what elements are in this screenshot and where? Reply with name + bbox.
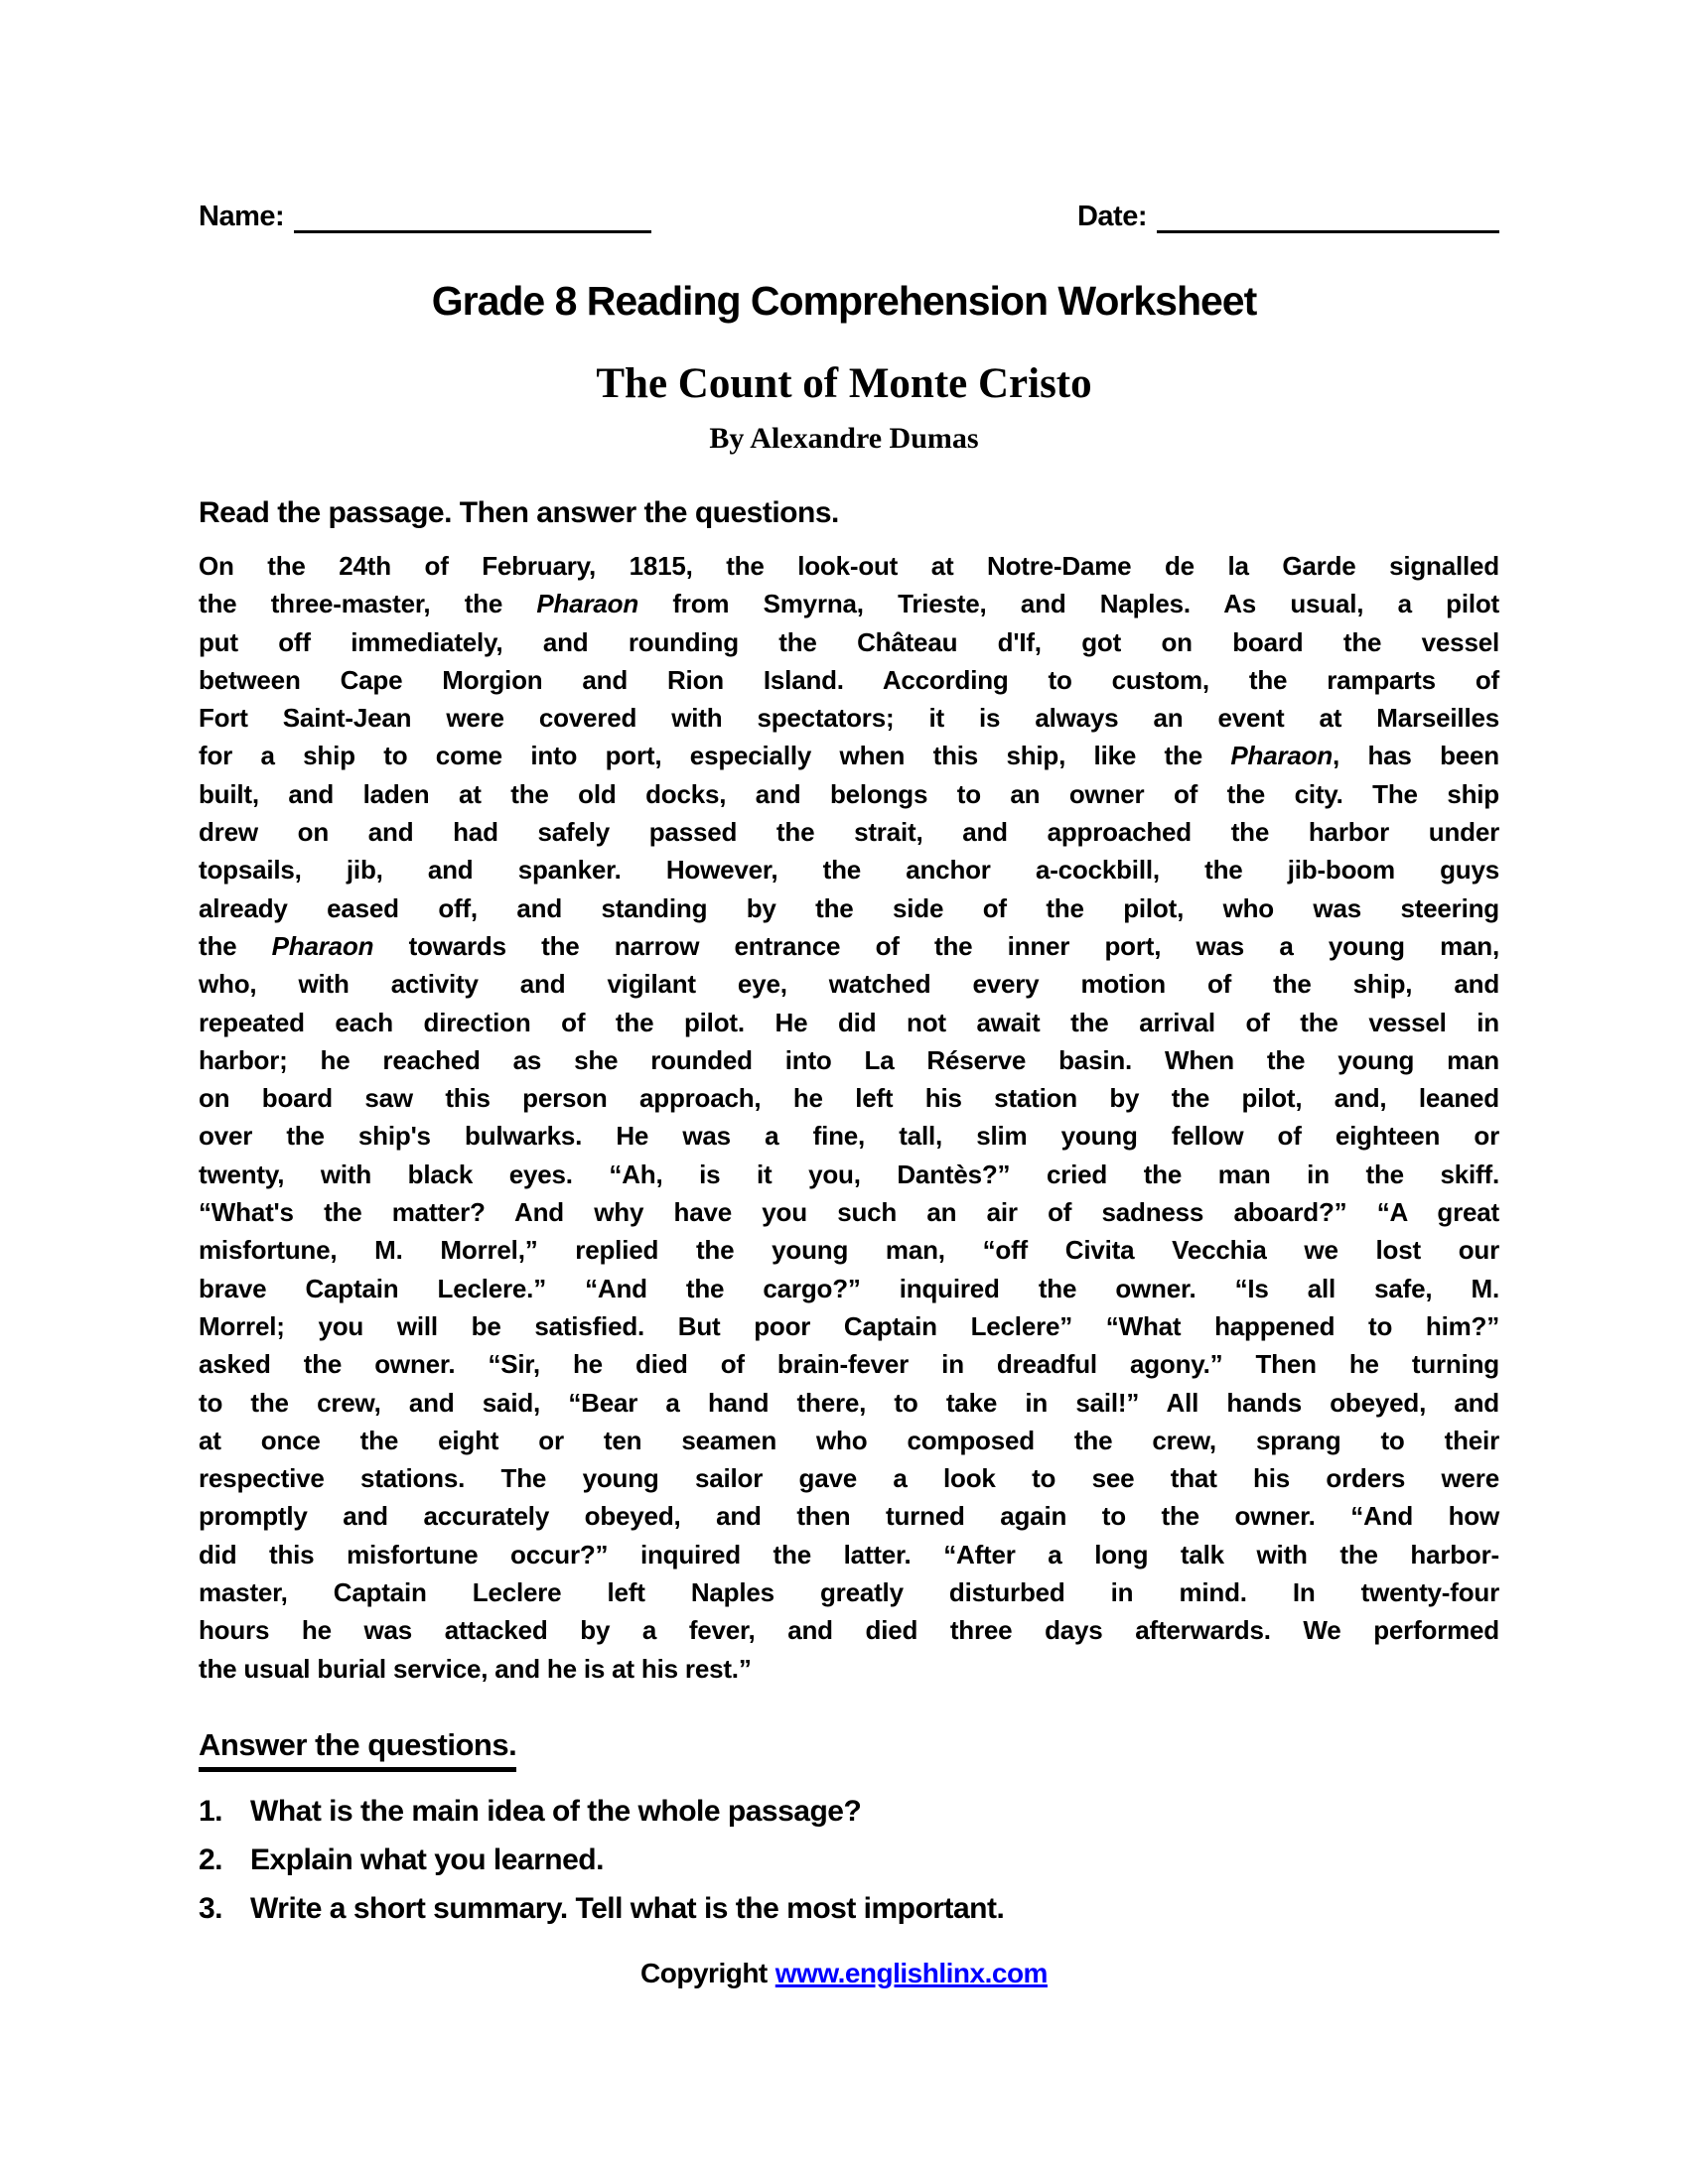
passage-line <box>199 1156 1499 1193</box>
passage-text-segment: brave Captain Leclere.” “And the cargo?” inquired the owner. “Is all safe, M. <box>199 1273 1499 1303</box>
passage-line <box>199 889 1499 927</box>
passage-text-segment: to the crew, and said, “Bear a hand there, to take in sail!” All hands obeyed, and <box>199 1387 1499 1418</box>
passage-line <box>199 1384 1499 1422</box>
passage-text-segment: harbor; he reached as she rounded into La Réserve basin. When the young man <box>199 1044 1499 1075</box>
passage-line <box>199 775 1499 813</box>
passage-line <box>199 661 1499 699</box>
passage-text-segment: , has been <box>1333 741 1499 771</box>
passage-line <box>199 1459 1499 1497</box>
passage-text-segment: over the ship's bulwarks. He was a fine, tall, slim young fellow of eighteen or <box>199 1121 1499 1152</box>
passage-text-segment: promptly and accurately obeyed, and then turned again to the owner. “And how <box>199 1501 1499 1532</box>
name-blank-line <box>294 201 651 233</box>
passage-line <box>199 1270 1499 1307</box>
passage-text-segment: the <box>199 930 272 961</box>
question-row-3 <box>199 1892 1499 1926</box>
passage-line <box>199 851 1499 888</box>
passage-line <box>199 1193 1499 1231</box>
passage-text-segment: for a ship to come into port, especially when this ship, like the <box>199 741 1231 771</box>
passage-text-segment: twenty, with black eyes. “Ah, is it you, Dantès?” cried the man in the skiff. <box>199 1159 1499 1189</box>
passage-text-segment: Fort Saint-Jean were covered with spectators; it is always an event at Marseilles <box>199 703 1499 734</box>
passage <box>199 547 1499 1688</box>
passage-title: The Count of Monte Cristo <box>596 360 1092 407</box>
passage-line <box>199 1079 1499 1117</box>
question-number: 3. <box>199 1892 223 1925</box>
footer <box>0 1958 1688 1989</box>
passage-text-segment: did this misfortune occur?” inquired the latter. “After a long talk with the harbor- <box>199 1539 1499 1570</box>
passage-line <box>199 1004 1499 1041</box>
passage-line <box>199 547 1499 585</box>
passage-italic-word: Pharaon <box>271 930 374 961</box>
passage-line <box>199 1573 1499 1611</box>
passage-text-segment: who, with activity and vigilant eye, watched every motion of the ship, and <box>199 969 1499 1000</box>
date-blank-line <box>1157 201 1499 233</box>
passage-text-segment: at once the eight or ten seamen who composed the crew, sprang to their <box>199 1425 1499 1455</box>
passage-text-segment: hours he was attacked by a fever, and died three days afterwards. We performed <box>199 1615 1499 1646</box>
questions-list <box>199 1795 1499 1941</box>
passage-line <box>199 1307 1499 1345</box>
passage-line <box>199 585 1499 622</box>
answer-heading-text: Answer the questions. <box>199 1727 516 1772</box>
passage-text-segment: respective stations. The young sailor gave a look to see that his orders were <box>199 1463 1499 1494</box>
instructions-text: Read the passage. Then answer the questions. <box>199 496 839 529</box>
name-label: Name: <box>199 201 285 233</box>
question-text: Explain what you learned. <box>250 1843 604 1876</box>
passage-text-segment: the usual burial service, and he is at his rest.” <box>199 1653 752 1684</box>
passage-line <box>199 1231 1499 1269</box>
passage-author: By Alexandre Dumas <box>709 422 979 455</box>
copyright-link[interactable]: www.englishlinx.com <box>774 1958 1048 1988</box>
question-number: 1. <box>199 1795 223 1828</box>
header-row <box>199 201 1499 233</box>
question-row-2 <box>199 1843 1499 1877</box>
passage-text-segment: the three-master, the <box>199 589 537 619</box>
passage-text-segment: Morrel; you will be satisfied. But poor Captain Leclere” “What happened to him?” <box>199 1310 1499 1341</box>
question-text: Write a short summary. Tell what is the most important. <box>250 1892 1005 1925</box>
passage-line <box>199 1536 1499 1573</box>
question-text: What is the main idea of the whole passage? <box>250 1795 862 1828</box>
passage-text-segment: already eased off, and standing by the side of the pilot, who was steering <box>199 892 1499 923</box>
passage-text-segment: “What's the matter? And why have you such an air of sadness aboard?” “A great <box>199 1197 1499 1228</box>
passage-line <box>199 737 1499 774</box>
passage-italic-word: Pharaon <box>536 589 639 619</box>
passage-line <box>199 1650 1499 1688</box>
answer-heading <box>199 1727 516 1772</box>
passage-text-segment: from Smyrna, Trieste, and Naples. As usual, a pilot <box>638 589 1500 619</box>
passage-text-segment: built, and laden at the old docks, and belongs to an owner of the city. The ship <box>199 778 1499 809</box>
passage-text-segment: towards the narrow entrance of the inner port, was a young man, <box>373 930 1499 961</box>
passage-line <box>199 699 1499 737</box>
passage-line <box>199 1497 1499 1535</box>
passage-text-segment: repeated each direction of the pilot. He did not await the arrival of the vessel in <box>199 1007 1499 1037</box>
passage-text-segment: topsails, jib, and spanker. However, the anchor a-cockbill, the jib-boom guys <box>199 855 1499 886</box>
passage-line <box>199 1611 1499 1649</box>
passage-text-segment: misfortune, M. Morrel,” replied the young man, “off Civita Vecchia we lost our <box>199 1235 1499 1266</box>
passage-line <box>199 813 1499 851</box>
passage-line <box>199 1117 1499 1155</box>
passage-text-segment: On the 24th of February, 1815, the look-out at Notre-Dame de la Garde signalled <box>199 551 1499 581</box>
question-number: 2. <box>199 1843 223 1876</box>
name-field <box>199 201 651 233</box>
passage-text-segment: between Cape Morgion and Rion Island. According to custom, the ramparts of <box>199 664 1499 695</box>
passage-text-segment: on board saw this person approach, he left his station by the pilot, and, leaned <box>199 1083 1499 1114</box>
passage-line <box>199 1041 1499 1079</box>
passage-line <box>199 965 1499 1003</box>
passage-text-segment: master, Captain Leclere left Naples greatly disturbed in mind. In twenty-four <box>199 1577 1499 1608</box>
passage-text-segment: drew on and had safely passed the strait, and approached the harbor under <box>199 817 1499 848</box>
date-field <box>1077 201 1499 233</box>
passage-text-segment: put off immediately, and rounding the Château d'If, got on board the vessel <box>199 626 1499 657</box>
passage-italic-word: Pharaon <box>1230 741 1334 771</box>
passage-line <box>199 1422 1499 1459</box>
question-row-1 <box>199 1795 1499 1829</box>
passage-line <box>199 1345 1499 1383</box>
passage-line <box>199 927 1499 965</box>
passage-line <box>199 623 1499 661</box>
worksheet-title: Grade 8 Reading Comprehension Worksheet <box>431 278 1257 324</box>
passage-text-segment: asked the owner. “Sir, he died of brain-fever in dreadful agony.” Then he turning <box>199 1349 1499 1380</box>
copyright-label: Copyright <box>640 1958 768 1988</box>
date-label: Date: <box>1076 201 1147 233</box>
